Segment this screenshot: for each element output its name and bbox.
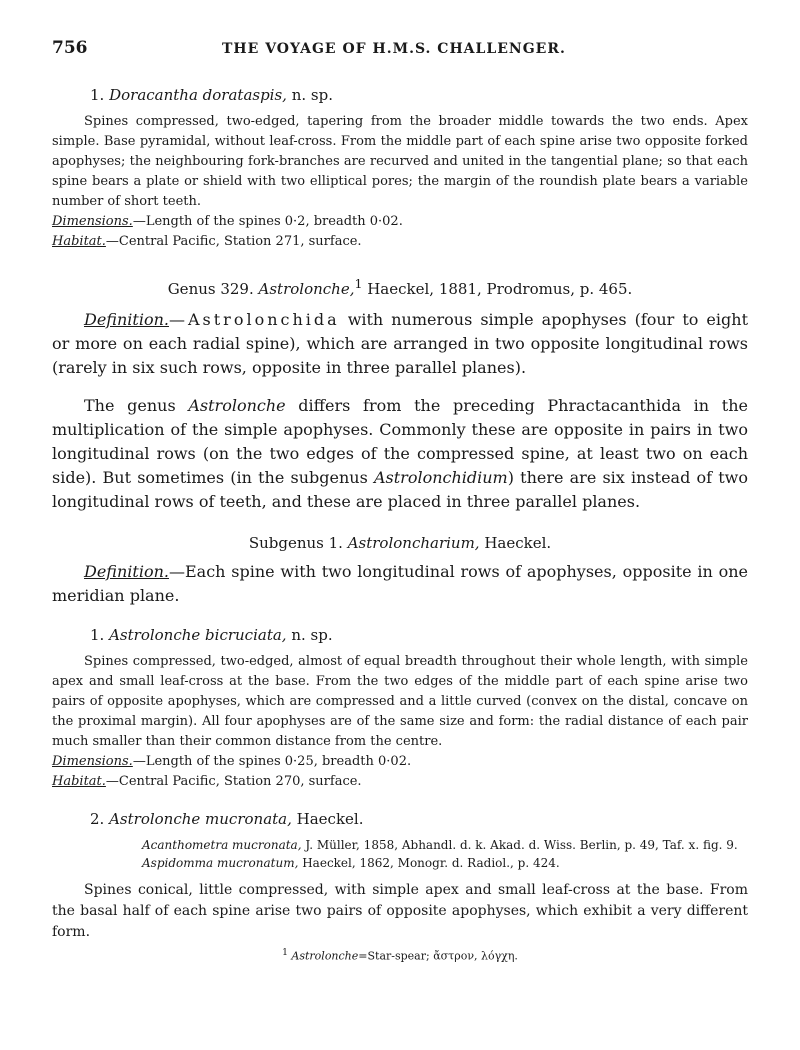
genus-paragraph: The genus Astrolonche differs from the preceding Phractacanthida in the multiplication of the simple apophyses. Commonly these are opposite in pairs in two longitudinal rows (on the two edges of the compressed spine, at least two on each side). But sometimes (in the subgenus Astrolonchidium) there are six instead of two longitudinal rows of teeth, and these are placed in three parallel planes. — [52, 396, 748, 511]
genus-definition: Definition.—Astrolonchida with numerous simple apophyses (four to eight or more on each radial spine), which are arranged in two opposite longitudinal rows (rarely in six such rows, opposite in three parallel planes). — [52, 310, 748, 377]
habitat-line: Habitat.—Central Pacific, Station 270, surface. — [52, 774, 362, 789]
subgenus-definition: Definition.—Each spine with two longitudinal rows of apophyses, opposite in one meridian plane. — [52, 562, 748, 605]
species-heading-bicruciata: 1. Astrolonche bicruciata, n. sp. — [90, 626, 333, 644]
footnote-marker: 1 — [354, 276, 363, 291]
footnote: $^1$ Astrolonche=Star-spear; ἄστρον, λόγχη. — [282, 947, 518, 963]
dimensions-line: Dimensions.—Length of the spines 0·25, breadth 0·02. — [52, 754, 412, 769]
species-description-bicruciata: Spines compressed, two-edged, almost of equal breadth throughout their whole length, with simple apex and small leaf-cross at the base. From the two edges of the middle part of each spine arise two pairs of opposite apophyses, which are compressed and a little curved (convex on the distal, concave on the proximal margin). All four apophyses are of the same size and form: the radial distance of each pair much smaller than their common distance from the centre. Dimensions.—Length of the spines 0·25, breadth 0·02. Habitat.—Central Pacific, Station 270, surface. — [52, 652, 748, 792]
habitat-line: Habitat.—Central Pacific, Station 271, surface. — [52, 234, 362, 249]
page — [52, 38, 748, 963]
synonym-ref-1: Acanthometra mucronata, J. Müller, 1858, Abhandl. d. k. Akad. d. Wiss. Berlin, p. 49, Taf. x. fig. 9. — [142, 838, 738, 852]
dimensions-line: Dimensions.—Length of the spines 0·2, breadth 0·02. — [52, 214, 403, 229]
page-number: 756 — [52, 38, 88, 58]
synonym-references — [142, 836, 748, 872]
page-header — [52, 38, 748, 68]
species-description-doracantha: Spines compressed, two-edged, tapering from the broader middle towards the two ends. Apex simple. Base pyramidal, without leaf-cross. From the middle part of each spine arise two opposite forked apophyses; the neighbouring fork-branches are recurved and united in the tangential plane; so that each spine bears a plate or shield with two elliptical pores; the margin of the roundish plate bears a variable number of short teeth. Dimensions.—Length of the spines 0·2, breadth 0·02. Habitat.—Central Pacific, Station 271, surface. — [52, 112, 748, 252]
running-title: THE VOYAGE OF H.M.S. CHALLENGER. — [222, 41, 566, 57]
subgenus-heading: Subgenus 1. Astroloncharium, Haeckel. — [248, 534, 552, 552]
genus-heading: Genus 329. Astrolonche,$^1$ Haeckel, 1881, Prodromus, p. 465. — [167, 276, 633, 298]
species-heading-mucronata: 2. Astrolonche mucronata, Haeckel. — [90, 810, 364, 828]
species-description-mucronata: Spines conical, little compressed, with simple apex and small leaf-cross at the base. From the basal half of each spine arise two pairs of opposite apophyses, which exhibit a very different form. — [52, 882, 748, 940]
synonym-ref-2: Aspidomma mucronatum, Haeckel, 1862, Monogr. d. Radiol., p. 424. — [142, 856, 560, 870]
species-heading-doracantha: 1. Doracantha dorataspis, n. sp. — [90, 86, 333, 104]
